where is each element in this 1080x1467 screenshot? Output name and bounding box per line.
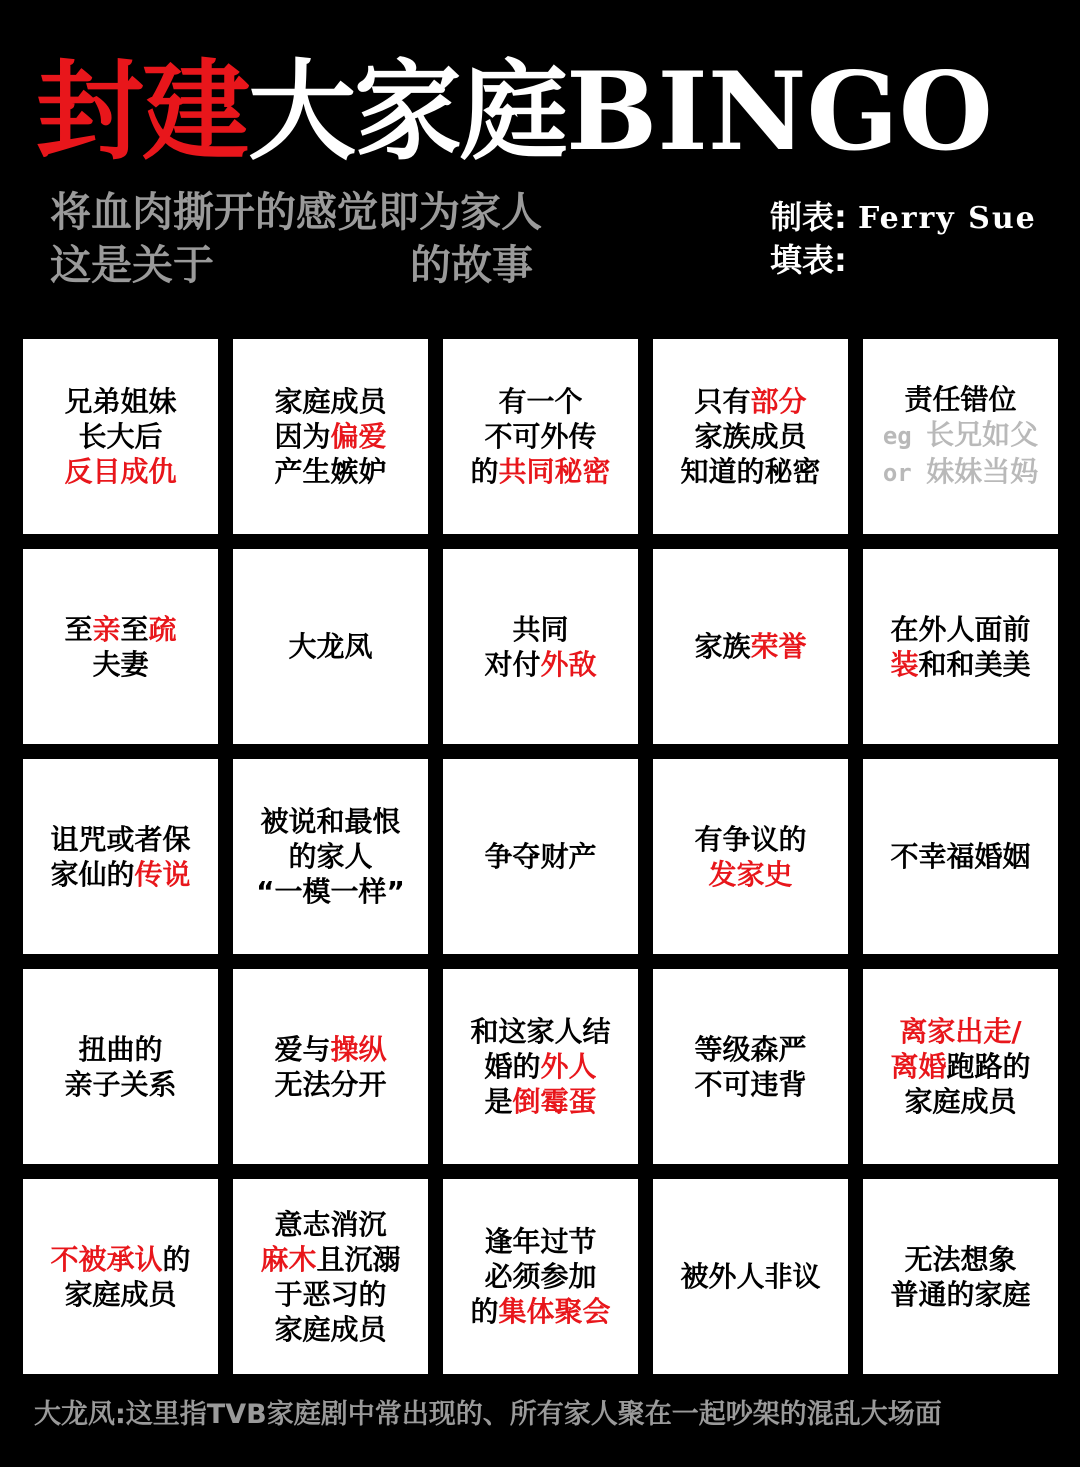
bingo-cell-segment: 争夺财产 — [484, 840, 597, 873]
bingo-cell-text — [470, 1014, 610, 1119]
bingo-cell[interactable] — [233, 969, 428, 1164]
bingo-cell-segment: 逢年过节 必须参加 的 — [470, 1225, 597, 1328]
bingo-cell-segment: 家庭成员 因为 — [274, 385, 387, 453]
bingo-cell[interactable] — [233, 1179, 428, 1374]
bingo-cell[interactable] — [653, 1179, 848, 1374]
bingo-cell-segment: 无法分开 — [274, 1067, 387, 1101]
bingo-cell[interactable] — [23, 1179, 218, 1374]
bingo-cell-segment: 装 — [890, 647, 919, 681]
bingo-cell-segment: 部分 — [750, 385, 807, 418]
bingo-cell[interactable] — [443, 549, 638, 744]
bingo-cell-segment: 操纵 — [330, 1032, 387, 1066]
maker-name: Ferry Sue — [857, 201, 1037, 236]
bingo-cell-text — [50, 822, 190, 892]
bingo-cell[interactable] — [443, 759, 638, 954]
bingo-cell-segment: 兄弟姐妹 长大后 — [64, 385, 177, 453]
bingo-cell-segment: 有争议的 — [694, 822, 807, 856]
bingo-cell[interactable] — [233, 759, 428, 954]
bingo-cell-segment: 大龙凤 — [288, 630, 373, 663]
bingo-cell-segment: 且沉溺 于恶习的 家庭成员 — [274, 1242, 401, 1346]
bingo-cell[interactable] — [653, 969, 848, 1164]
bingo-cell-text — [694, 822, 806, 892]
bingo-cell-segment: 亲 — [92, 612, 121, 646]
subtitle-line-2-suffix: 的故事 — [410, 241, 533, 289]
bingo-cell-segment: 和和美美 — [918, 647, 1031, 681]
bingo-cell-segment: 的 家庭成员 — [64, 1242, 191, 1311]
bingo-cell-text — [64, 384, 176, 489]
bingo-cell-segment: 传说 — [134, 857, 191, 891]
bingo-cell-segment: 被说和最恨 的家人 “一模一样” — [256, 805, 405, 908]
bingo-cell[interactable] — [863, 759, 1058, 954]
maker-credit — [770, 198, 1037, 236]
bingo-cell-text — [694, 629, 806, 664]
bingo-cell-text — [470, 1224, 610, 1329]
bingo-cell-text — [890, 1242, 1030, 1312]
bingo-cell-segment: 是 — [484, 1085, 513, 1118]
bingo-cell-segment: 不被承认 — [50, 1242, 163, 1276]
bingo-cell[interactable] — [653, 549, 848, 744]
bingo-cell-segment: 共同秘密 — [498, 455, 611, 488]
bingo-cell[interactable] — [863, 549, 1058, 744]
bingo-cell-segment: 倒霉蛋 — [512, 1085, 597, 1118]
title-red-part: 封建 — [36, 50, 249, 175]
bingo-cell-text — [274, 1032, 386, 1102]
bingo-cell-text — [883, 382, 1038, 491]
bingo-cell-segment: 共同 对付 — [484, 612, 569, 681]
bingo-cell-text — [890, 1014, 1030, 1119]
subtitle-line-2 — [50, 241, 533, 289]
footnote: 大龙凤:这里指TVB家庭剧中常出现的、所有家人聚在一起吵架的混乱大场面 — [34, 1399, 942, 1430]
bingo-cell-segment: 被外人非议 — [680, 1260, 821, 1293]
bingo-cell-segment: 在外人面前 — [890, 612, 1031, 646]
bingo-cell-segment: 扭曲的 亲子关系 — [64, 1032, 177, 1101]
bingo-cell-text — [470, 384, 610, 489]
bingo-cell[interactable] — [863, 339, 1058, 534]
bingo-cell-text — [680, 384, 820, 489]
bingo-cell-segment: 离家出走/ 离婚 — [890, 1015, 1022, 1083]
bingo-cell-text — [274, 384, 386, 489]
bingo-cell[interactable] — [443, 1179, 638, 1374]
bingo-cell-segment: 等级森严 不可违背 — [694, 1032, 807, 1101]
bingo-cell-segment: 外敌 — [540, 647, 597, 681]
bingo-cell-text — [260, 1207, 400, 1347]
bingo-cell-text — [890, 612, 1030, 682]
bingo-cell-segment: eg — [882, 422, 927, 450]
bingo-cell-segment: 不幸福婚姻 — [890, 840, 1031, 873]
bingo-cell-segment: 发家史 — [708, 857, 793, 891]
bingo-cell-text — [680, 1259, 820, 1294]
bingo-cell[interactable] — [653, 339, 848, 534]
subtitle-line-1: 将血肉撕开的感觉即为家人 — [50, 188, 542, 236]
subtitle-line-2-prefix: 这是关于 — [50, 241, 214, 289]
bingo-cell-segment: 偏爱 — [330, 420, 387, 453]
bingo-cell-segment: 意志消沉 — [274, 1207, 387, 1241]
bingo-cell[interactable] — [23, 759, 218, 954]
bingo-grid — [23, 339, 1058, 1374]
bingo-cell-text — [890, 839, 1030, 874]
bingo-cell-segment: 疏 — [148, 612, 177, 646]
bingo-cell[interactable] — [443, 339, 638, 534]
bingo-cell-text — [484, 612, 596, 682]
bingo-cell-segment: 荣誉 — [750, 630, 807, 663]
bingo-cell-segment: 跑路的 家庭成员 — [904, 1050, 1031, 1118]
bingo-cell-text — [484, 839, 596, 874]
bingo-cell-segment: 至 — [64, 612, 93, 646]
maker-label: 制表: — [770, 198, 847, 236]
bingo-cell-segment: 家族成员 知道的秘密 — [680, 420, 821, 488]
bingo-cell[interactable] — [23, 549, 218, 744]
bingo-cell[interactable] — [233, 549, 428, 744]
filler-label: 填表: — [770, 241, 847, 279]
bingo-cell-segment: 妹妹当妈 — [926, 455, 1039, 488]
bingo-cell-segment: 和这家人结 婚的 — [470, 1015, 611, 1083]
bingo-cell-segment: 夫妻 — [92, 647, 149, 681]
bingo-cell-segment: 有一个 不可外传 的 — [470, 385, 597, 488]
bingo-cell[interactable] — [23, 969, 218, 1164]
bingo-cell-text — [64, 1032, 176, 1102]
bingo-cell-segment: 麻木 — [260, 1242, 317, 1276]
bingo-cell[interactable] — [653, 759, 848, 954]
bingo-cell-segment: 诅咒或者保 家仙的 — [50, 822, 191, 891]
bingo-cell[interactable] — [863, 969, 1058, 1164]
filler-credit — [770, 241, 847, 279]
bingo-cell-segment: or — [882, 459, 927, 487]
page-title — [36, 49, 993, 175]
bingo-cell-segment: 集体聚会 — [498, 1295, 611, 1328]
bingo-cell-segment: 只有 — [694, 385, 751, 418]
bingo-cell[interactable] — [23, 339, 218, 534]
title-latin-part: BINGO — [566, 49, 993, 175]
bingo-cell-text — [64, 612, 176, 682]
bingo-cell-segment: 无法想象 普通的家庭 — [890, 1242, 1031, 1311]
bingo-cell-segment: 反目成仇 — [64, 455, 177, 488]
bingo-cell[interactable] — [233, 339, 428, 534]
bingo-cell-segment: 长兄如父 — [926, 418, 1039, 451]
bingo-cell[interactable] — [863, 1179, 1058, 1374]
bingo-cell-segment: 产生嫉妒 — [274, 455, 387, 488]
bingo-cell-segment: 家族 — [694, 630, 751, 663]
bingo-cell-text — [50, 1242, 190, 1312]
bingo-cell-segment: 爱与 — [274, 1032, 331, 1066]
bingo-cell-segment: 至 — [120, 612, 149, 646]
bingo-cell-segment: 外人 — [540, 1050, 597, 1083]
bingo-cell-segment: 责任错位 — [904, 383, 1017, 416]
bingo-cell[interactable] — [443, 969, 638, 1164]
title-white-part: 大家庭 — [248, 50, 567, 175]
bingo-cell-text — [256, 804, 405, 909]
bingo-cell-text — [694, 1032, 806, 1102]
bingo-cell-text — [288, 629, 372, 664]
